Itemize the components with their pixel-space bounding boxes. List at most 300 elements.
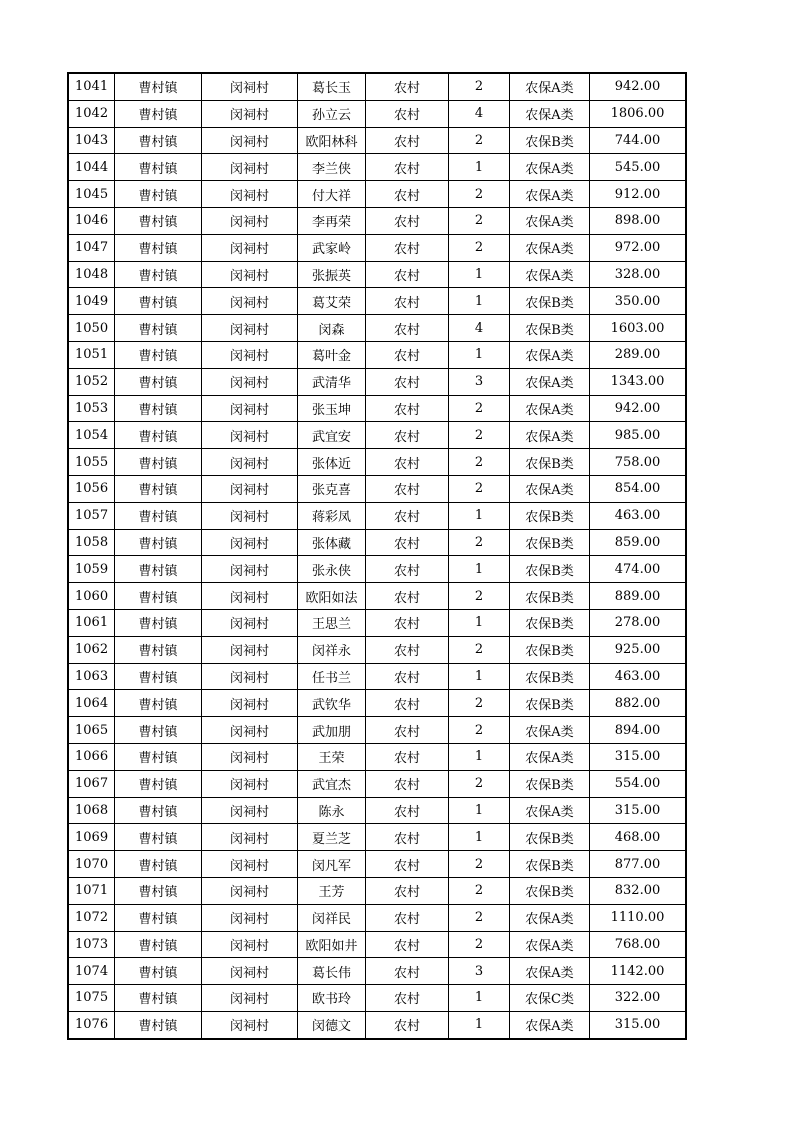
category-cell: 农保B类 (510, 824, 590, 851)
row-number-cell: 1071 (68, 877, 115, 904)
table-row (68, 368, 686, 395)
household-type-cell: 农村 (366, 663, 449, 690)
village-cell: 闵祠村 (202, 824, 298, 851)
town-cell: 曹村镇 (115, 529, 202, 556)
member-count-cell: 1 (449, 288, 510, 315)
member-count-cell: 1 (449, 154, 510, 181)
row-number-cell: 1043 (68, 127, 115, 154)
table-row (68, 207, 686, 234)
amount-cell: 315.00 (590, 743, 687, 770)
member-count-cell: 2 (449, 73, 510, 100)
table-row (68, 449, 686, 476)
member-count-cell: 2 (449, 127, 510, 154)
table-body (68, 73, 686, 1039)
amount-cell: 854.00 (590, 475, 687, 502)
category-cell: 农保A类 (510, 207, 590, 234)
category-cell: 农保B类 (510, 449, 590, 476)
row-number-cell: 1069 (68, 824, 115, 851)
name-cell: 王荣 (298, 743, 366, 770)
name-cell: 张体藏 (298, 529, 366, 556)
town-cell: 曹村镇 (115, 127, 202, 154)
member-count-cell: 2 (449, 717, 510, 744)
village-cell: 闵祠村 (202, 877, 298, 904)
table-row (68, 127, 686, 154)
town-cell: 曹村镇 (115, 261, 202, 288)
category-cell: 农保B类 (510, 315, 590, 342)
household-type-cell: 农村 (366, 100, 449, 127)
town-cell: 曹村镇 (115, 717, 202, 744)
category-cell: 农保B类 (510, 770, 590, 797)
member-count-cell: 1 (449, 502, 510, 529)
village-cell: 闵祠村 (202, 100, 298, 127)
category-cell: 农保A类 (510, 931, 590, 958)
name-cell: 武家岭 (298, 234, 366, 261)
table-row (68, 556, 686, 583)
name-cell: 欧阳林科 (298, 127, 366, 154)
household-type-cell: 农村 (366, 717, 449, 744)
town-cell: 曹村镇 (115, 931, 202, 958)
town-cell: 曹村镇 (115, 395, 202, 422)
row-number-cell: 1065 (68, 717, 115, 744)
member-count-cell: 2 (449, 422, 510, 449)
member-count-cell: 1 (449, 341, 510, 368)
amount-cell: 744.00 (590, 127, 687, 154)
member-count-cell: 1 (449, 985, 510, 1012)
town-cell: 曹村镇 (115, 502, 202, 529)
row-number-cell: 1054 (68, 422, 115, 449)
table-row (68, 422, 686, 449)
household-type-cell: 农村 (366, 181, 449, 208)
amount-cell: 315.00 (590, 1011, 687, 1038)
village-cell: 闵祠村 (202, 234, 298, 261)
member-count-cell: 1 (449, 261, 510, 288)
row-number-cell: 1055 (68, 449, 115, 476)
member-count-cell: 4 (449, 100, 510, 127)
table-row (68, 985, 686, 1012)
town-cell: 曹村镇 (115, 475, 202, 502)
row-number-cell: 1066 (68, 743, 115, 770)
town-cell: 曹村镇 (115, 1011, 202, 1038)
row-number-cell: 1041 (68, 73, 115, 100)
village-cell: 闵祠村 (202, 904, 298, 931)
name-cell: 付大祥 (298, 181, 366, 208)
name-cell: 闵祥永 (298, 636, 366, 663)
amount-cell: 1603.00 (590, 315, 687, 342)
category-cell: 农保B类 (510, 663, 590, 690)
category-cell: 农保A类 (510, 717, 590, 744)
village-cell: 闵祠村 (202, 636, 298, 663)
category-cell: 农保B类 (510, 556, 590, 583)
name-cell: 张永侠 (298, 556, 366, 583)
household-type-cell: 农村 (366, 904, 449, 931)
table-row (68, 743, 686, 770)
household-type-cell: 农村 (366, 583, 449, 610)
table-row (68, 502, 686, 529)
member-count-cell: 2 (449, 877, 510, 904)
household-type-cell: 农村 (366, 502, 449, 529)
table-row (68, 261, 686, 288)
amount-cell: 328.00 (590, 261, 687, 288)
category-cell: 农保A类 (510, 73, 590, 100)
name-cell: 闵德文 (298, 1011, 366, 1038)
village-cell: 闵祠村 (202, 743, 298, 770)
village-cell: 闵祠村 (202, 851, 298, 878)
amount-cell: 1110.00 (590, 904, 687, 931)
household-type-cell: 农村 (366, 636, 449, 663)
table-row (68, 931, 686, 958)
table-row (68, 395, 686, 422)
amount-cell: 898.00 (590, 207, 687, 234)
household-type-cell: 农村 (366, 207, 449, 234)
household-type-cell: 农村 (366, 931, 449, 958)
name-cell: 孙立云 (298, 100, 366, 127)
row-number-cell: 1042 (68, 100, 115, 127)
name-cell: 张克喜 (298, 475, 366, 502)
name-cell: 张体近 (298, 449, 366, 476)
household-type-cell: 农村 (366, 154, 449, 181)
name-cell: 陈永 (298, 797, 366, 824)
village-cell: 闵祠村 (202, 181, 298, 208)
table-row (68, 73, 686, 100)
name-cell: 葛艾荣 (298, 288, 366, 315)
household-type-cell: 农村 (366, 770, 449, 797)
town-cell: 曹村镇 (115, 851, 202, 878)
category-cell: 农保B类 (510, 127, 590, 154)
member-count-cell: 1 (449, 824, 510, 851)
village-cell: 闵祠村 (202, 609, 298, 636)
household-type-cell: 农村 (366, 395, 449, 422)
name-cell: 李兰侠 (298, 154, 366, 181)
town-cell: 曹村镇 (115, 824, 202, 851)
household-type-cell: 农村 (366, 824, 449, 851)
village-cell: 闵祠村 (202, 288, 298, 315)
name-cell: 张玉坤 (298, 395, 366, 422)
household-type-cell: 农村 (366, 261, 449, 288)
table-row (68, 877, 686, 904)
village-cell: 闵祠村 (202, 958, 298, 985)
row-number-cell: 1067 (68, 770, 115, 797)
household-type-cell: 农村 (366, 877, 449, 904)
row-number-cell: 1053 (68, 395, 115, 422)
member-count-cell: 2 (449, 690, 510, 717)
name-cell: 武宜杰 (298, 770, 366, 797)
row-number-cell: 1046 (68, 207, 115, 234)
row-number-cell: 1076 (68, 1011, 115, 1038)
household-type-cell: 农村 (366, 475, 449, 502)
village-cell: 闵祠村 (202, 261, 298, 288)
name-cell: 李再荣 (298, 207, 366, 234)
table-row (68, 636, 686, 663)
name-cell: 欧阳如法 (298, 583, 366, 610)
category-cell: 农保A类 (510, 234, 590, 261)
category-cell: 农保B类 (510, 877, 590, 904)
category-cell: 农保B类 (510, 529, 590, 556)
village-cell: 闵祠村 (202, 529, 298, 556)
amount-cell: 758.00 (590, 449, 687, 476)
household-type-cell: 农村 (366, 449, 449, 476)
name-cell: 武宜安 (298, 422, 366, 449)
amount-cell: 322.00 (590, 985, 687, 1012)
village-cell: 闵祠村 (202, 690, 298, 717)
town-cell: 曹村镇 (115, 315, 202, 342)
village-cell: 闵祠村 (202, 583, 298, 610)
amount-cell: 1142.00 (590, 958, 687, 985)
name-cell: 闵森 (298, 315, 366, 342)
amount-cell: 985.00 (590, 422, 687, 449)
row-number-cell: 1052 (68, 368, 115, 395)
member-count-cell: 2 (449, 475, 510, 502)
town-cell: 曹村镇 (115, 181, 202, 208)
row-number-cell: 1044 (68, 154, 115, 181)
village-cell: 闵祠村 (202, 154, 298, 181)
name-cell: 武钦华 (298, 690, 366, 717)
row-number-cell: 1059 (68, 556, 115, 583)
category-cell: 农保B类 (510, 609, 590, 636)
row-number-cell: 1061 (68, 609, 115, 636)
member-count-cell: 1 (449, 743, 510, 770)
category-cell: 农保A类 (510, 395, 590, 422)
village-cell: 闵祠村 (202, 502, 298, 529)
village-cell: 闵祠村 (202, 717, 298, 744)
town-cell: 曹村镇 (115, 904, 202, 931)
table-row (68, 100, 686, 127)
amount-cell: 768.00 (590, 931, 687, 958)
household-type-cell: 农村 (366, 73, 449, 100)
category-cell: 农保B类 (510, 288, 590, 315)
category-cell: 农保A类 (510, 154, 590, 181)
member-count-cell: 2 (449, 931, 510, 958)
amount-cell: 554.00 (590, 770, 687, 797)
data-table (67, 72, 687, 1040)
table-row (68, 288, 686, 315)
row-number-cell: 1068 (68, 797, 115, 824)
village-cell: 闵祠村 (202, 315, 298, 342)
household-type-cell: 农村 (366, 556, 449, 583)
member-count-cell: 2 (449, 583, 510, 610)
town-cell: 曹村镇 (115, 583, 202, 610)
household-type-cell: 农村 (366, 985, 449, 1012)
household-type-cell: 农村 (366, 529, 449, 556)
amount-cell: 463.00 (590, 502, 687, 529)
village-cell: 闵祠村 (202, 368, 298, 395)
table-row (68, 583, 686, 610)
table-row (68, 181, 686, 208)
name-cell: 葛长玉 (298, 73, 366, 100)
amount-cell: 925.00 (590, 636, 687, 663)
row-number-cell: 1047 (68, 234, 115, 261)
household-type-cell: 农村 (366, 690, 449, 717)
row-number-cell: 1062 (68, 636, 115, 663)
village-cell: 闵祠村 (202, 1011, 298, 1038)
town-cell: 曹村镇 (115, 609, 202, 636)
town-cell: 曹村镇 (115, 663, 202, 690)
table-row (68, 154, 686, 181)
category-cell: 农保A类 (510, 368, 590, 395)
category-cell: 农保B类 (510, 636, 590, 663)
name-cell: 欧书玲 (298, 985, 366, 1012)
village-cell: 闵祠村 (202, 770, 298, 797)
row-number-cell: 1049 (68, 288, 115, 315)
household-type-cell: 农村 (366, 368, 449, 395)
member-count-cell: 2 (449, 449, 510, 476)
name-cell: 任书兰 (298, 663, 366, 690)
category-cell: 农保A类 (510, 797, 590, 824)
table-row (68, 475, 686, 502)
household-type-cell: 农村 (366, 315, 449, 342)
document-sheet (67, 72, 687, 1040)
name-cell: 闵祥民 (298, 904, 366, 931)
town-cell: 曹村镇 (115, 770, 202, 797)
amount-cell: 942.00 (590, 395, 687, 422)
name-cell: 蒋彩凤 (298, 502, 366, 529)
household-type-cell: 农村 (366, 234, 449, 261)
amount-cell: 882.00 (590, 690, 687, 717)
row-number-cell: 1064 (68, 690, 115, 717)
amount-cell: 912.00 (590, 181, 687, 208)
amount-cell: 289.00 (590, 341, 687, 368)
row-number-cell: 1048 (68, 261, 115, 288)
row-number-cell: 1045 (68, 181, 115, 208)
amount-cell: 894.00 (590, 717, 687, 744)
member-count-cell: 1 (449, 556, 510, 583)
member-count-cell: 1 (449, 1011, 510, 1038)
town-cell: 曹村镇 (115, 877, 202, 904)
member-count-cell: 1 (449, 797, 510, 824)
amount-cell: 889.00 (590, 583, 687, 610)
town-cell: 曹村镇 (115, 100, 202, 127)
table-row (68, 717, 686, 744)
village-cell: 闵祠村 (202, 341, 298, 368)
table-row (68, 663, 686, 690)
category-cell: 农保B类 (510, 851, 590, 878)
village-cell: 闵祠村 (202, 207, 298, 234)
town-cell: 曹村镇 (115, 73, 202, 100)
village-cell: 闵祠村 (202, 985, 298, 1012)
village-cell: 闵祠村 (202, 73, 298, 100)
member-count-cell: 2 (449, 207, 510, 234)
village-cell: 闵祠村 (202, 931, 298, 958)
member-count-cell: 2 (449, 904, 510, 931)
category-cell: 农保A类 (510, 100, 590, 127)
household-type-cell: 农村 (366, 958, 449, 985)
town-cell: 曹村镇 (115, 690, 202, 717)
village-cell: 闵祠村 (202, 797, 298, 824)
household-type-cell: 农村 (366, 288, 449, 315)
town-cell: 曹村镇 (115, 958, 202, 985)
amount-cell: 832.00 (590, 877, 687, 904)
town-cell: 曹村镇 (115, 985, 202, 1012)
household-type-cell: 农村 (366, 341, 449, 368)
village-cell: 闵祠村 (202, 449, 298, 476)
amount-cell: 545.00 (590, 154, 687, 181)
household-type-cell: 农村 (366, 127, 449, 154)
name-cell: 武加朋 (298, 717, 366, 744)
row-number-cell: 1072 (68, 904, 115, 931)
category-cell: 农保A类 (510, 422, 590, 449)
amount-cell: 972.00 (590, 234, 687, 261)
table-row (68, 770, 686, 797)
household-type-cell: 农村 (366, 422, 449, 449)
member-count-cell: 2 (449, 181, 510, 208)
member-count-cell: 3 (449, 958, 510, 985)
member-count-cell: 3 (449, 368, 510, 395)
category-cell: 农保A类 (510, 475, 590, 502)
town-cell: 曹村镇 (115, 556, 202, 583)
name-cell: 武清华 (298, 368, 366, 395)
town-cell: 曹村镇 (115, 341, 202, 368)
row-number-cell: 1074 (68, 958, 115, 985)
row-number-cell: 1073 (68, 931, 115, 958)
name-cell: 王芳 (298, 877, 366, 904)
town-cell: 曹村镇 (115, 797, 202, 824)
amount-cell: 877.00 (590, 851, 687, 878)
row-number-cell: 1057 (68, 502, 115, 529)
table-row (68, 904, 686, 931)
category-cell: 农保A类 (510, 261, 590, 288)
table-row (68, 851, 686, 878)
category-cell: 农保A类 (510, 181, 590, 208)
category-cell: 农保C类 (510, 985, 590, 1012)
household-type-cell: 农村 (366, 743, 449, 770)
village-cell: 闵祠村 (202, 663, 298, 690)
table-row (68, 1011, 686, 1038)
member-count-cell: 2 (449, 851, 510, 878)
amount-cell: 463.00 (590, 663, 687, 690)
amount-cell: 468.00 (590, 824, 687, 851)
town-cell: 曹村镇 (115, 743, 202, 770)
member-count-cell: 2 (449, 395, 510, 422)
town-cell: 曹村镇 (115, 368, 202, 395)
member-count-cell: 4 (449, 315, 510, 342)
amount-cell: 1806.00 (590, 100, 687, 127)
amount-cell: 1343.00 (590, 368, 687, 395)
row-number-cell: 1060 (68, 583, 115, 610)
town-cell: 曹村镇 (115, 422, 202, 449)
category-cell: 农保B类 (510, 690, 590, 717)
name-cell: 王思兰 (298, 609, 366, 636)
row-number-cell: 1058 (68, 529, 115, 556)
amount-cell: 315.00 (590, 797, 687, 824)
name-cell: 欧阳如井 (298, 931, 366, 958)
row-number-cell: 1063 (68, 663, 115, 690)
name-cell: 夏兰芝 (298, 824, 366, 851)
village-cell: 闵祠村 (202, 475, 298, 502)
table-row (68, 690, 686, 717)
household-type-cell: 农村 (366, 797, 449, 824)
town-cell: 曹村镇 (115, 154, 202, 181)
member-count-cell: 2 (449, 234, 510, 261)
member-count-cell: 2 (449, 636, 510, 663)
table-row (68, 609, 686, 636)
member-count-cell: 1 (449, 663, 510, 690)
amount-cell: 278.00 (590, 609, 687, 636)
village-cell: 闵祠村 (202, 556, 298, 583)
amount-cell: 859.00 (590, 529, 687, 556)
category-cell: 农保B类 (510, 583, 590, 610)
name-cell: 张振英 (298, 261, 366, 288)
village-cell: 闵祠村 (202, 422, 298, 449)
row-number-cell: 1050 (68, 315, 115, 342)
row-number-cell: 1075 (68, 985, 115, 1012)
row-number-cell: 1070 (68, 851, 115, 878)
category-cell: 农保A类 (510, 341, 590, 368)
row-number-cell: 1056 (68, 475, 115, 502)
category-cell: 农保A类 (510, 743, 590, 770)
town-cell: 曹村镇 (115, 207, 202, 234)
table-row (68, 529, 686, 556)
table-row (68, 797, 686, 824)
member-count-cell: 1 (449, 609, 510, 636)
